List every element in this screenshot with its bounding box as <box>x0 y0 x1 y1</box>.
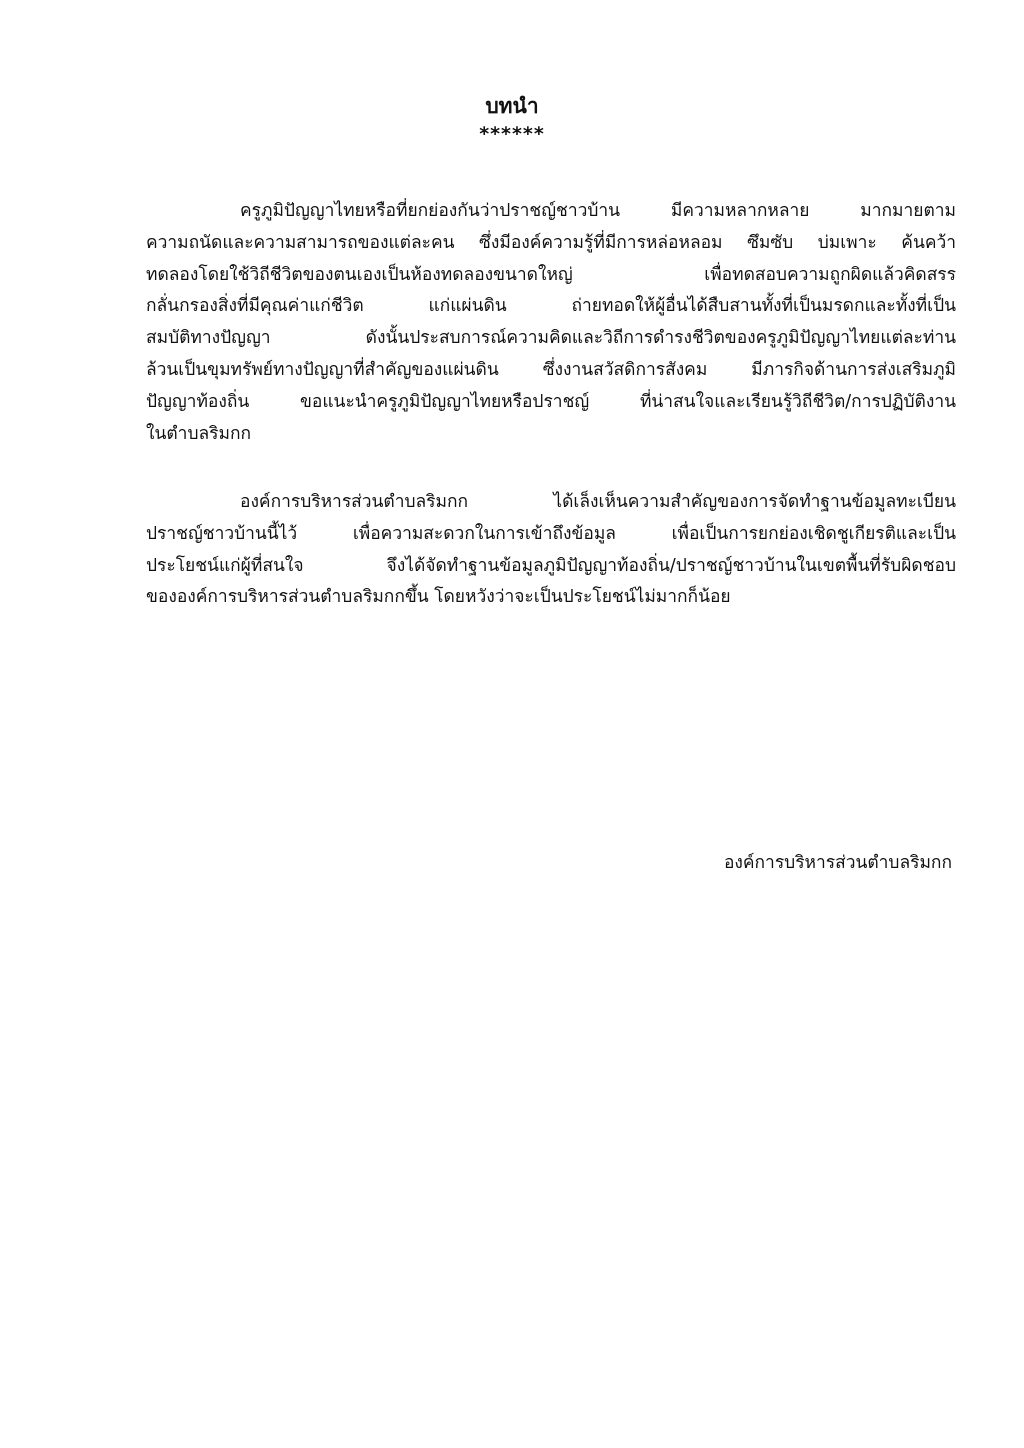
paragraph-line: สมบัติทางปัญญา ดังนั้นประสบการณ์ความคิดและวิถีการดำรงชีวิตของครูภูมิปัญญาไทยแต่ละท่าน <box>146 328 956 349</box>
document-title: บทนำ <box>485 94 539 118</box>
paragraph-line: ครูภูมิปัญญาไทยหรือที่ยกย่องกันว่าปราชญ์ชาวบ้าน มีความหลากหลาย มากมายตาม <box>240 201 956 221</box>
paragraph-line: ปราชญ์ชาวบ้านนี้ไว้ เพื่อความสะดวกในการเข้าถึงข้อมูล เพื่อเป็นการยกย่องเชิดชูเกียรติและเป็น <box>146 523 956 544</box>
paragraph-line: ขององค์การบริหารส่วนตำบลริมกกขึ้น โดยหวังว่าจะเป็นประโยชน์ไม่มากก็น้อย <box>146 587 731 608</box>
introduction-paragraph-1 <box>146 196 956 450</box>
signature-organization: องค์การบริหารส่วนตำบลริมกก <box>723 853 952 873</box>
paragraph-line: ปัญญาท้องถิ่น ขอแนะนำครูภูมิปัญญาไทยหรือปราชญ์ ที่น่าสนใจและเรียนรู้วิถีชีวิต/การปฏิบัติงาน <box>146 391 956 412</box>
title-divider: ****** <box>479 123 545 145</box>
paragraph-line: ในตำบลริมกก <box>146 423 251 444</box>
paragraph-line: ความถนัดและความสามารถของแต่ละคน ซึ่งมีองค์ความรู้ที่มีการหล่อหลอม ซึมซับ บ่มเพาะ ค้นคว้า <box>146 232 956 253</box>
paragraph-line: ประโยชน์แก่ผู้ที่สนใจ จึงได้จัดทำฐานข้อมูลภูมิปัญญาท้องถิ่น/ปราชญ์ชาวบ้านในเขตพื้นที่รับผิดชอบ <box>146 555 956 576</box>
paragraph-line: ทดลองโดยใช้วิถีชีวิตของตนเองเป็นห้องทดลองขนาดใหญ่ เพื่อทดสอบความถูกผิดแล้วคิดสรร <box>146 264 956 285</box>
paragraph-line: ล้วนเป็นขุมทรัพย์ทางปัญญาที่สำคัญของแผ่นดิน ซึ่งงานสวัสดิการสังคม มีภารกิจด้านการส่งเสริมภูมิ <box>146 359 956 380</box>
introduction-paragraph-2 <box>146 487 956 614</box>
paragraph-line: กลั่นกรองสิ่งที่มีคุณค่าแก่ชีวิต แก่แผ่นดิน ถ่ายทอดให้ผู้อื่นได้สืบสานทั้งที่เป็นมรดกและทั้งที่เป็น <box>146 296 956 317</box>
paragraph-line: องค์การบริหารส่วนตำบลริมกก ได้เล็งเห็นความสำคัญของการจัดทำฐานข้อมูลทะเบียน <box>240 492 956 512</box>
